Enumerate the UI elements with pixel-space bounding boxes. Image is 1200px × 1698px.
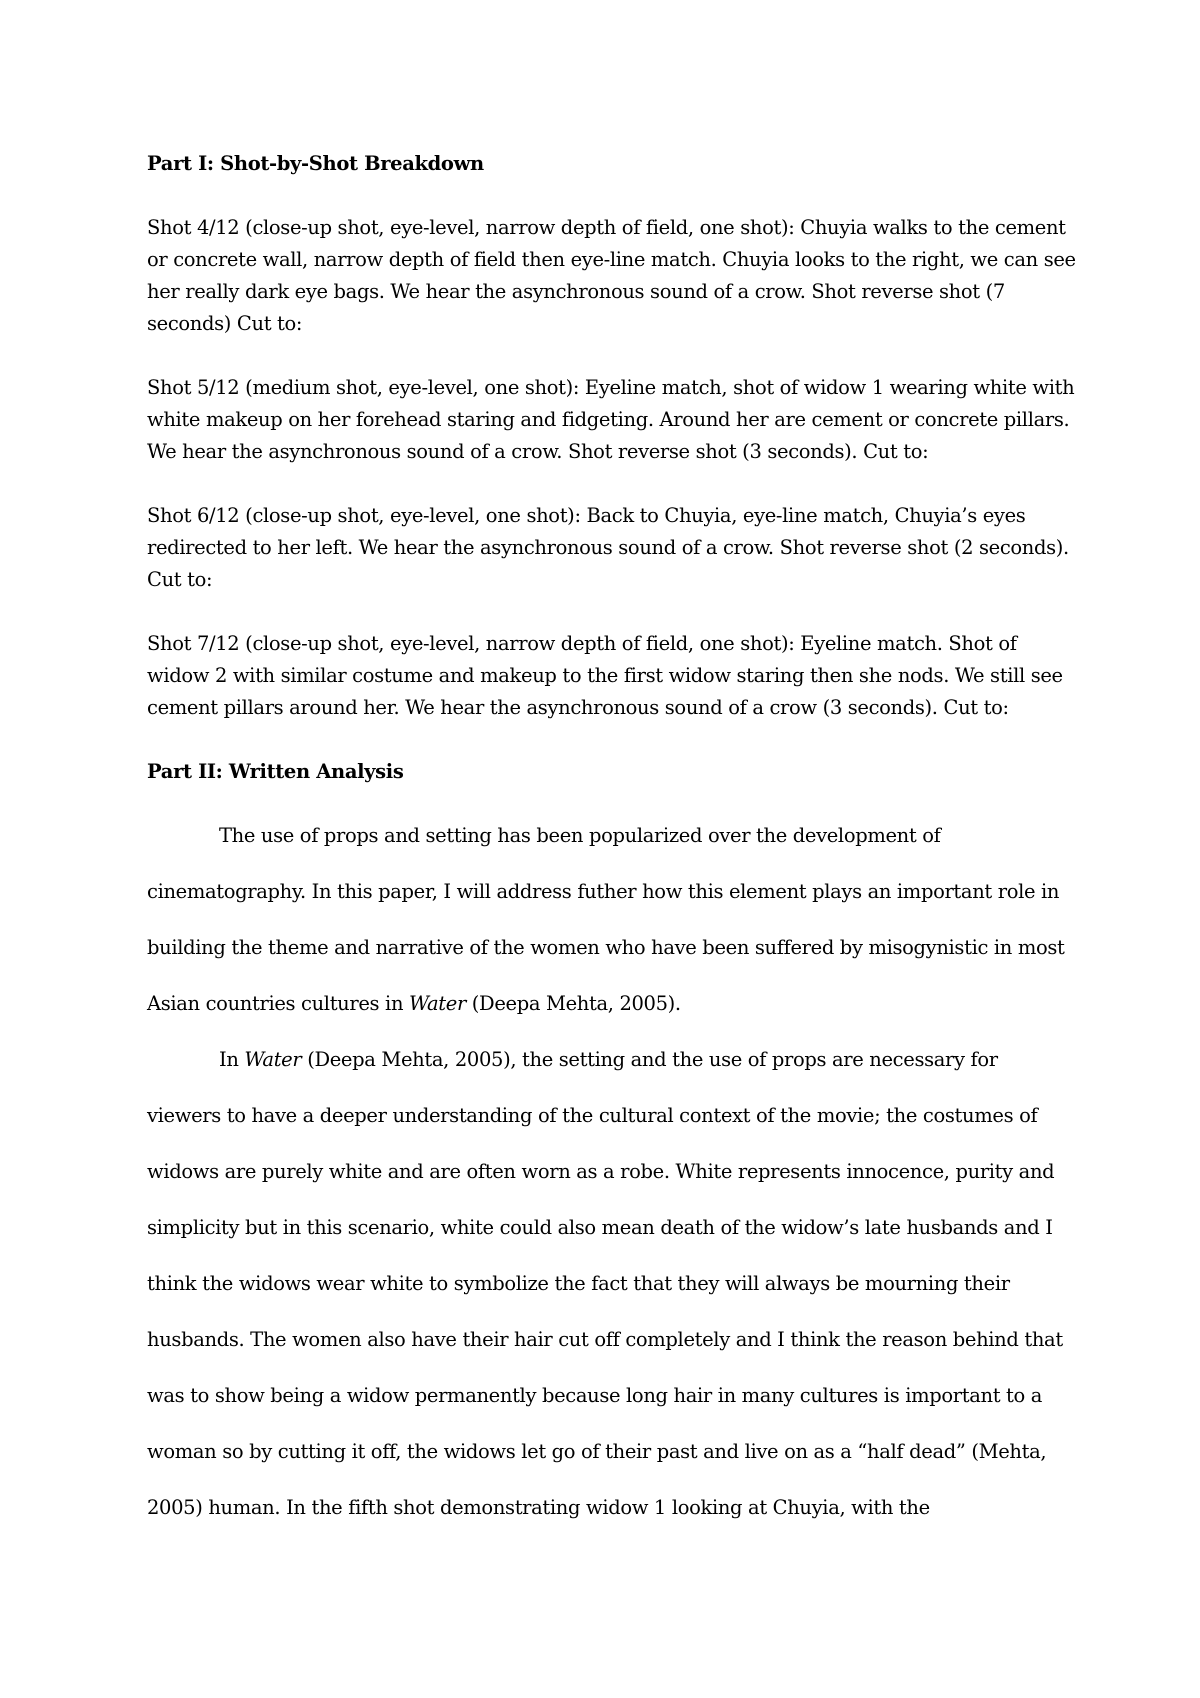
essay-p1-text-b: (Deepa Mehta, 2005). (465, 992, 681, 1015)
part1-heading: Part I: Shot-by-Shot Breakdown (147, 152, 484, 175)
film-title: Water (409, 992, 466, 1015)
essay-p2-text-b: (Deepa Mehta, 2005), the setting and the use of props are necessary for viewers to have a deeper understanding of the cultural context of the movie; the costumes of widows are purely white and are often worn as a robe. White represents innocence, purity and simplicity but in this scenario, white could also mean death of the widow’s late husbands and I think the widows wear white to symbolize the fact that they will always be mourning their husbands. The women also have their hair cut off completely and I think the reason behind that was to show being a widow permanently because long hair in many cultures is important to a woman so by cutting it off, the widows let go of their past and live on as a “half dead” (Mehta, 2005) human. In the fifth shot demonstrating widow 1 looking at Chuyia, with the (147, 1048, 1063, 1519)
shot-7-description: Shot 7/12 (close-up shot, eye-level, narrow depth of field, one shot): Eyeline match. Shot of widow 2 with similar costume and makeup to the first widow staring then she nods. We still see cement pillars around her. We hear the asynchronous sound of a crow (3 seconds). Cut to: (147, 632, 1063, 719)
film-title: Water (244, 1048, 302, 1071)
essay-p2-text-a: In (219, 1048, 245, 1071)
essay-paragraph-2 (147, 1032, 1077, 1536)
essay-paragraph-1 (147, 808, 1077, 1032)
shot-5-description: Shot 5/12 (medium shot, eye-level, one shot): Eyeline match, shot of widow 1 wearing white with white makeup on her forehead staring and fidgeting. Around her are cement or concrete pillars. We hear the asynchronous sound of a crow. Shot reverse shot (3 seconds). Cut to: (147, 376, 1075, 463)
document-page (147, 148, 1077, 1536)
essay-p1-text-a: The use of props and setting has been popularized over the development of cinematography. In this paper, I will address futher how this element plays an important role in building the theme and narrative of the women who have been suffered by misogynistic in most Asian countries cultures in (147, 824, 1065, 1015)
part2-heading: Part II: Written Analysis (147, 760, 404, 783)
shot-4-description: Shot 4/12 (close-up shot, eye-level, narrow depth of field, one shot): Chuyia walks to the cement or concrete wall, narrow depth of field then eye-line match. Chuyia looks to the right, we can see her really dark eye bags. We hear the asynchronous sound of a crow. Shot reverse shot (7 seconds) Cut to: (147, 216, 1076, 335)
shot-6-description: Shot 6/12 (close-up shot, eye-level, one shot): Back to Chuyia, eye-line match, Chuyia’s eyes redirected to her left. We hear the asynchronous sound of a crow. Shot reverse shot (2 seconds). Cut to: (147, 504, 1069, 591)
